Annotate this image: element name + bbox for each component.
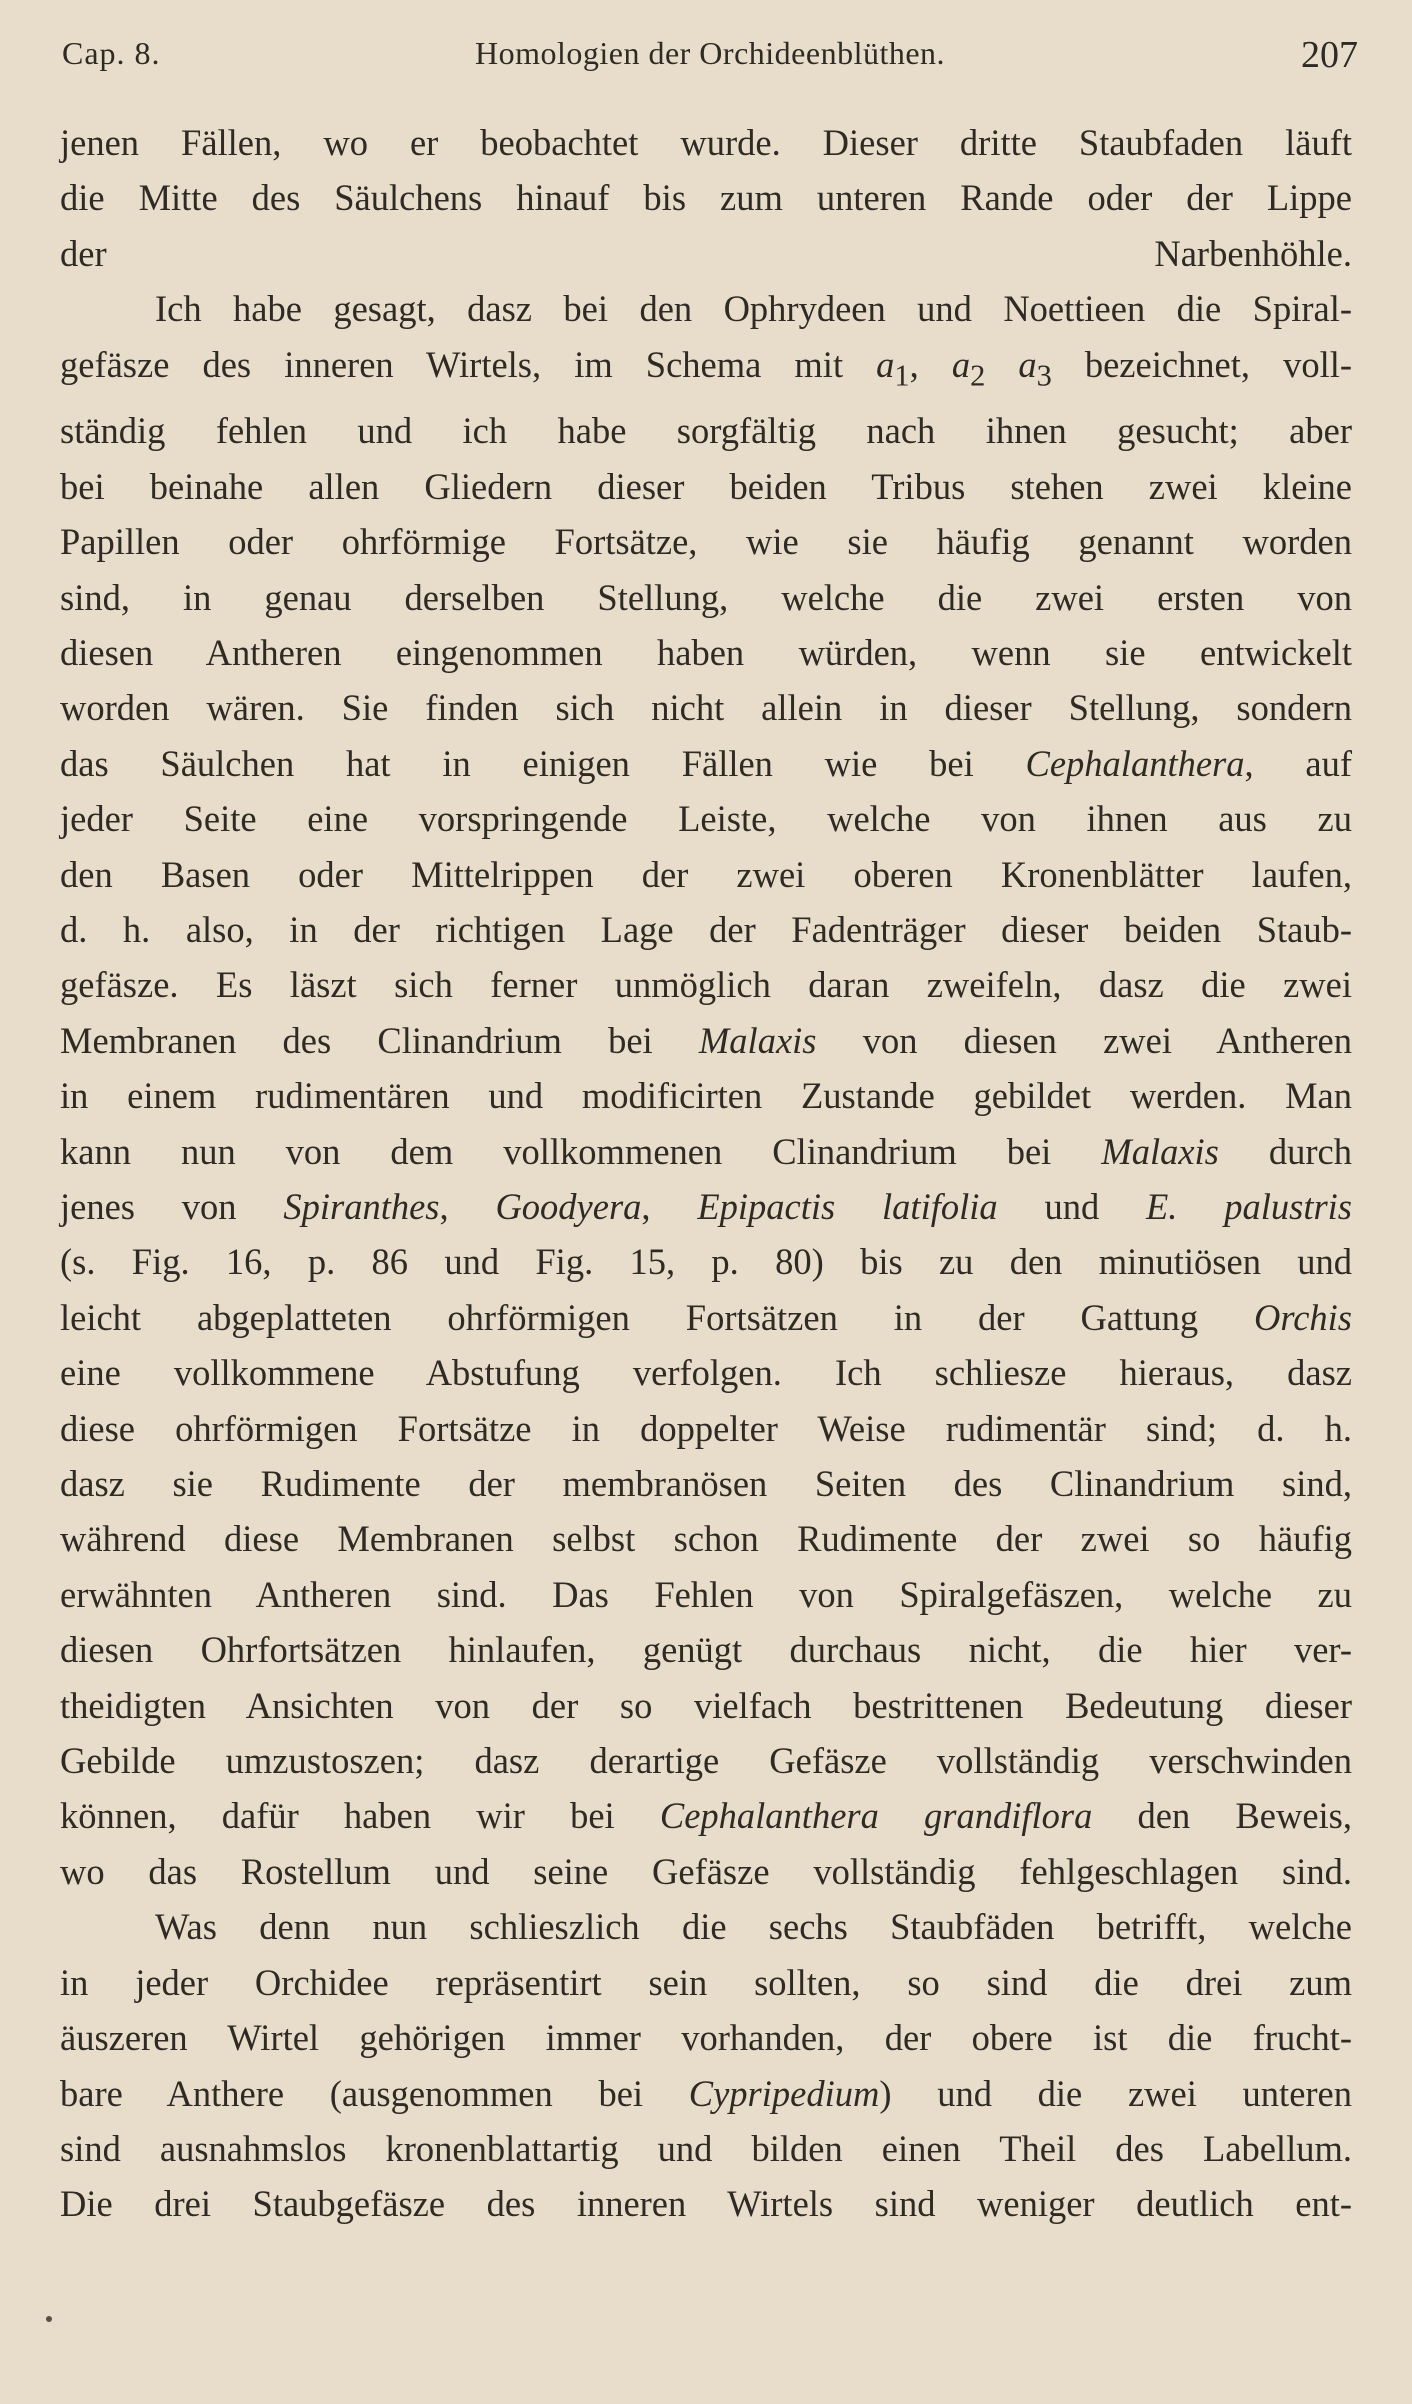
text-line: leicht abgeplatteten ohrförmigen Fortsätzen in der Gattung Orchis [60,1296,1352,1338]
text-line: Papillen oder ohrförmige Fortsätze, wie sie häufig genannt worden [60,521,1352,563]
ink-speck [46,2316,52,2322]
text-line: worden wären. Sie finden sich nicht allein in dieser Stellung, sondern [60,687,1352,729]
page-number: 207 [1301,34,1358,76]
text-line: jenen Fällen, wo er beobachtet wurde. Dieser dritte Staubfaden läuft [60,122,1352,163]
text-line: können, dafür haben wir bei Cephalanthera grandiflora den Beweis, [60,1795,1353,1837]
text-line: wo das Rostellum und seine Gefäsze vollständig fehlgeschlagen sind. [60,1850,1352,1892]
text-line: (s. Fig. 16, p. 86 und Fig. 15, p. 80) bis zu den minutiösen und [60,1241,1352,1283]
text-line: Was denn nun schlieszlich die sechs Staubfäden betrifft, welche [155,1906,1352,1948]
text-line: Ich habe gesagt, dasz bei den Ophrydeen und Noettieen die Spiral- [155,288,1352,330]
paragraph-2 [60,281,1352,1899]
chapter-label: Cap. 8. [62,35,161,71]
text-line: die Mitte des Säulchens hinauf bis zum unteren Rande oder der Lippe [60,177,1352,219]
text-line: sind ausnahmslos kronenblattartig und bilden einen Theil des Labellum. [60,2127,1352,2169]
text-line: bei beinahe allen Gliedern dieser beiden Tribus stehen zwei kleine [60,465,1352,507]
text-line: Membranen des Clinandrium bei Malaxis von diesen zwei Antheren [60,1019,1352,1061]
text-line: der Narbenhöhle. [60,232,1352,274]
text-line: Gebilde umzustoszen; dasz derartige Gefäsze vollständig verschwinden [60,1740,1352,1782]
text-line: diesen Ohrfortsätzen hinlaufen, genügt durchaus nicht, die hier ver- [60,1629,1352,1671]
paragraph-3 [60,1899,1352,2231]
running-title: Homologien der Orchideenblüthen. [474,35,946,71]
text-line: sind, in genau derselben Stellung, welche die zwei ersten von [60,576,1352,618]
text-line: eine vollkommene Abstufung verfolgen. Ich schliesze hieraus, dasz [60,1352,1352,1394]
text-line: jenes von Spiranthes, Goodyera, Epipactis latifolia und E. palustris [60,1186,1353,1228]
text-line: diesen Antheren eingenommen haben würden, wenn sie entwickelt [60,631,1352,673]
text-line: bare Anthere (ausgenommen bei Cypripedium) und die zwei unteren [60,2072,1352,2114]
text-line: dasz sie Rudimente der membranösen Seiten des Clinandrium sind, [60,1463,1352,1505]
text-line: äuszeren Wirtel gehörigen immer vorhanden, der obere ist die frucht- [60,2017,1352,2059]
text-line: erwähnten Antheren sind. Das Fehlen von Spiralgefäszen, welche zu [60,1573,1352,1615]
text-line: diese ohrförmigen Fortsätze in doppelter Weise rudimentär sind; d. h. [60,1407,1352,1449]
text-line: d. h. also, in der richtigen Lage der Fadenträger dieser beiden Staub- [60,908,1352,950]
running-header [62,28,1358,78]
text-line: kann nun von dem vollkommenen Clinandrium bei Malaxis durch [60,1130,1352,1172]
text-line: Die drei Staubgefäsze des inneren Wirtels sind weniger deutlich ent- [60,2183,1352,2225]
text-line: jeder Seite eine vorspringende Leiste, welche von ihnen aus zu [60,798,1352,840]
text-line: den Basen oder Mittelrippen der zwei oberen Kronenblätter laufen, [60,853,1352,895]
text-line: in einem rudimentären und modificirten Zustande gebildet werden. Man [60,1075,1352,1117]
text-line: in jeder Orchidee repräsentirt sein sollten, so sind die drei zum [60,1961,1352,2003]
text-line: theidigten Ansichten von der so vielfach bestrittenen Bedeutung dieser [60,1684,1352,1726]
text-line: ständig fehlen und ich habe sorgfältig nach ihnen gesucht; aber [60,410,1352,452]
body-text [60,115,1352,2232]
text-line: während diese Membranen selbst schon Rudimente der zwei so häufig [60,1518,1352,1560]
paragraph-1 [60,115,1352,281]
text-line: das Säulchen hat in einigen Fällen wie bei Cephalanthera, auf [60,742,1352,784]
text-line: gefäsze. Es läszt sich ferner unmöglich daran zweifeln, dasz die zwei [60,964,1352,1006]
text-line: gefäsze des inneren Wirtels, im Schema mit $a_1$, $a_2$ $a_3$ bezeichnet, voll- [60,343,1353,392]
